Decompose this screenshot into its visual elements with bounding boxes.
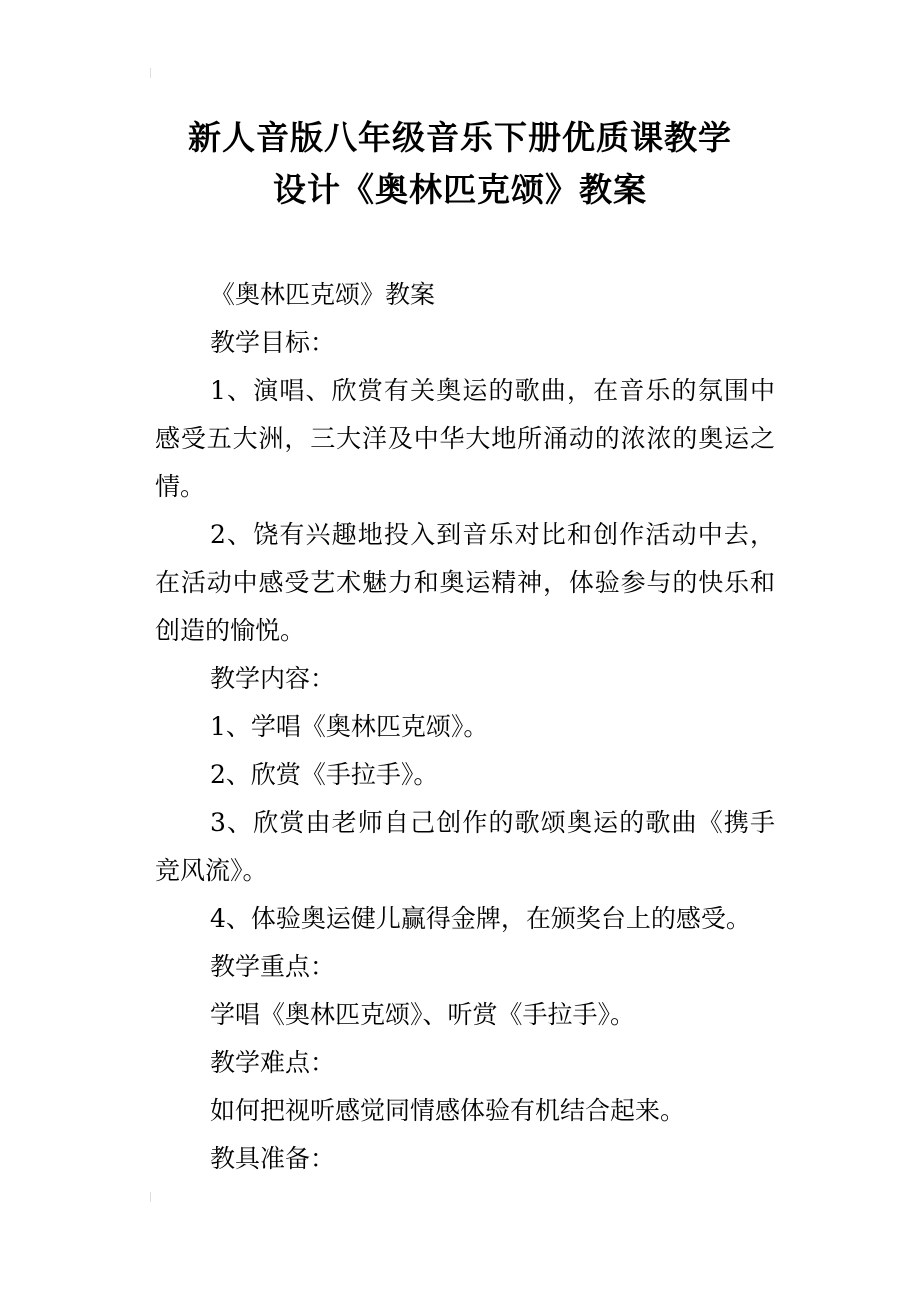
paragraph-content-2: 2、欣赏《手拉手》。	[210, 760, 439, 789]
paragraph-materials-heading: 教具准备：	[210, 1144, 336, 1173]
title-line-1: 新人音版八年级音乐下册优质课教学	[188, 118, 732, 157]
paragraph-content-1: 1、学唱《奥林匹克颂》。	[210, 712, 489, 741]
paragraph-key-points: 学唱《奥林匹克颂》、听赏《手拉手》。	[210, 1000, 636, 1029]
paragraph-doc-heading: 《奥林匹克颂》教案	[210, 280, 436, 309]
paragraph-difficulties-heading: 教学难点：	[210, 1048, 336, 1077]
paragraph-content-3: 3、欣赏由老师自己创作的歌颂奥运的歌曲《携手竞风流》。	[155, 808, 775, 885]
page-corner-mark-top	[150, 68, 157, 78]
paragraph-difficulties: 如何把视听感觉同情感体验有机结合起来。	[210, 1096, 686, 1125]
document-title	[60, 112, 860, 216]
page-corner-mark-bottom	[150, 1192, 157, 1202]
paragraph-content-4: 4、体验奥运健儿赢得金牌，在颁奖台上的感受。	[210, 904, 751, 933]
title-line-2: 设计《奥林匹克颂》教案	[273, 170, 647, 209]
paragraph-objective-1: 1、演唱、欣赏有关奥运的歌曲，在音乐的氛围中感受五大洲，三大洋及中华大地所涌动的浓浓的奥运之情。	[155, 376, 775, 501]
paragraph-content-heading: 教学内容：	[210, 664, 336, 693]
document-body	[155, 271, 775, 1183]
paragraph-objectives-heading: 教学目标：	[210, 328, 336, 357]
paragraph-key-points-heading: 教学重点：	[210, 952, 336, 981]
paragraph-objective-2: 2、饶有兴趣地投入到音乐对比和创作活动中去，在活动中感受艺术魅力和奥运精神，体验参与的快乐和创造的愉悦。	[155, 520, 775, 645]
